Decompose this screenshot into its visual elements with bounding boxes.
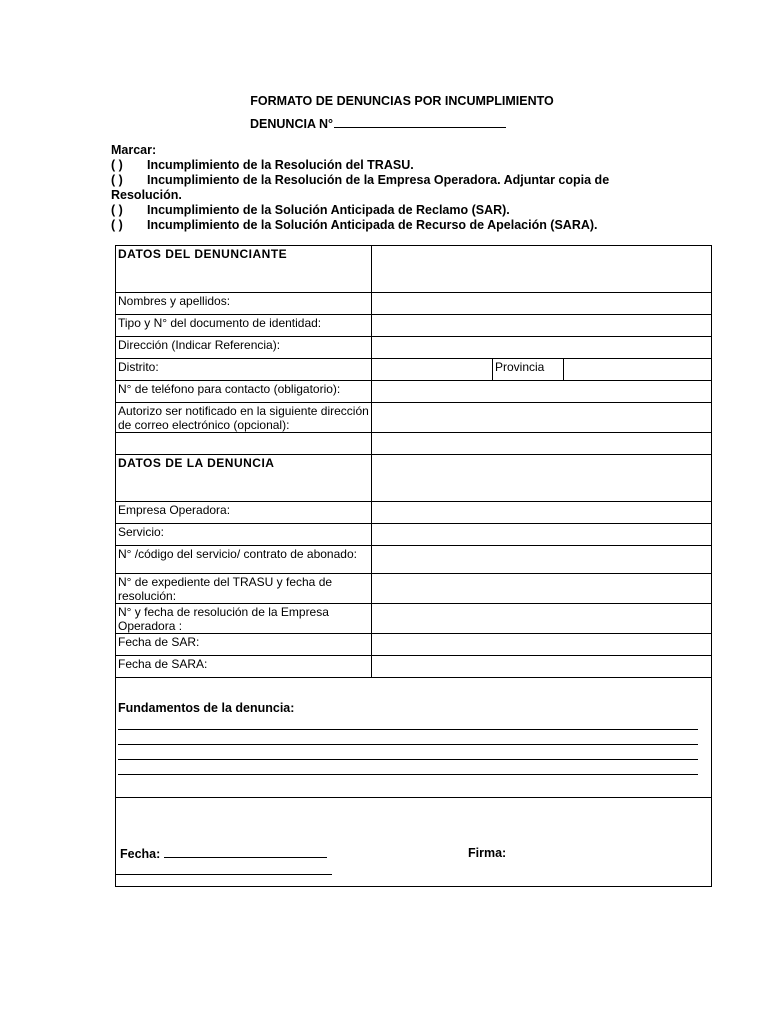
servicio-field[interactable]: [372, 524, 712, 546]
option-text: Incumplimiento de la Solución Anticipada de Reclamo (SAR).: [147, 203, 510, 217]
provincia-field[interactable]: [564, 359, 712, 381]
fundamentos-section[interactable]: [116, 678, 712, 798]
denuncia-number-line: [250, 116, 506, 131]
option-empresa: [111, 173, 641, 203]
fundamentos-line: [118, 744, 698, 745]
empresa-field[interactable]: [372, 502, 712, 524]
denunciante-heading-blank: [372, 246, 712, 293]
expediente-field[interactable]: [372, 574, 712, 604]
empresa-label: Empresa Operadora:: [116, 502, 372, 524]
option-checkbox[interactable]: ( ): [111, 218, 123, 232]
resolucion-field[interactable]: [372, 604, 712, 634]
signature-line[interactable]: [116, 874, 332, 875]
marcar-section: [111, 143, 641, 233]
denuncia-form-table: [115, 245, 712, 887]
documento-field[interactable]: [372, 315, 712, 337]
option-checkbox[interactable]: ( ): [111, 173, 123, 187]
marcar-label: Marcar:: [111, 143, 157, 157]
option-trasu: [111, 158, 641, 173]
option-checkbox[interactable]: ( ): [111, 158, 123, 172]
spacer-cell: [116, 433, 372, 455]
denunciante-heading: DATOS DEL DENUNCIANTE: [116, 246, 372, 293]
servicio-label: Servicio:: [116, 524, 372, 546]
fecha-sar-label: Fecha de SAR:: [116, 634, 372, 656]
documento-label: Tipo y N° del documento de identidad:: [116, 315, 372, 337]
expediente-label: N° de expediente del TRASU y fecha de resolución:: [116, 574, 372, 604]
fecha-sara-field[interactable]: [372, 656, 712, 678]
distrito-label: Distrito:: [116, 359, 372, 381]
telefono-field[interactable]: [372, 381, 712, 403]
denuncia-heading: DATOS DE LA DENUNCIA: [116, 455, 372, 502]
option-text: Incumplimiento de la Solución Anticipada de Recurso de Apelación (SARA).: [147, 218, 598, 232]
option-checkbox[interactable]: ( ): [111, 203, 123, 217]
fecha-sar-field[interactable]: [372, 634, 712, 656]
resolucion-label: N° y fecha de resolución de la Empresa Operadora :: [116, 604, 372, 634]
fecha-blank[interactable]: [164, 846, 327, 858]
provincia-label: Provincia: [493, 359, 564, 381]
option-text: Incumplimiento de la Resolución de la Empresa Operadora. Adjuntar copia de Resolución.: [111, 173, 610, 202]
spacer-cell: [372, 433, 712, 455]
distrito-field[interactable]: [372, 359, 493, 381]
denuncia-number-blank[interactable]: [334, 116, 506, 128]
form-title: FORMATO DE DENUNCIAS POR INCUMPLIMIENTO: [250, 94, 554, 108]
correo-label: Autorizo ser notificado en la siguiente dirección de correo electrónico (opcional):: [116, 403, 372, 433]
telefono-label: N° de teléfono para contacto (obligatorio):: [116, 381, 372, 403]
denuncia-number-label: DENUNCIA N°: [250, 117, 334, 131]
fecha-line[interactable]: [120, 846, 327, 861]
signature-row: [116, 798, 711, 886]
nombres-label: Nombres y apellidos:: [116, 293, 372, 315]
codigo-field[interactable]: [372, 546, 712, 574]
fecha-label: Fecha:: [120, 847, 161, 861]
option-text: Incumplimiento de la Resolución del TRASU.: [147, 158, 414, 172]
fundamentos-line: [118, 759, 698, 760]
direccion-field[interactable]: [372, 337, 712, 359]
firma-label: Firma:: [468, 846, 507, 860]
signature-section: [116, 798, 712, 887]
denuncia-heading-blank: [372, 455, 712, 502]
correo-field[interactable]: [372, 403, 712, 433]
direccion-label: Dirección (Indicar Referencia):: [116, 337, 372, 359]
option-sar: [111, 203, 641, 218]
fundamentos-line: [118, 774, 698, 775]
option-sara: [111, 218, 641, 233]
fundamentos-line: [118, 729, 698, 730]
codigo-label: N° /código del servicio/ contrato de abonado:: [116, 546, 372, 574]
fundamentos-label: Fundamentos de la denuncia:: [118, 701, 295, 715]
nombres-field[interactable]: [372, 293, 712, 315]
fecha-sara-label: Fecha de SARA:: [116, 656, 372, 678]
